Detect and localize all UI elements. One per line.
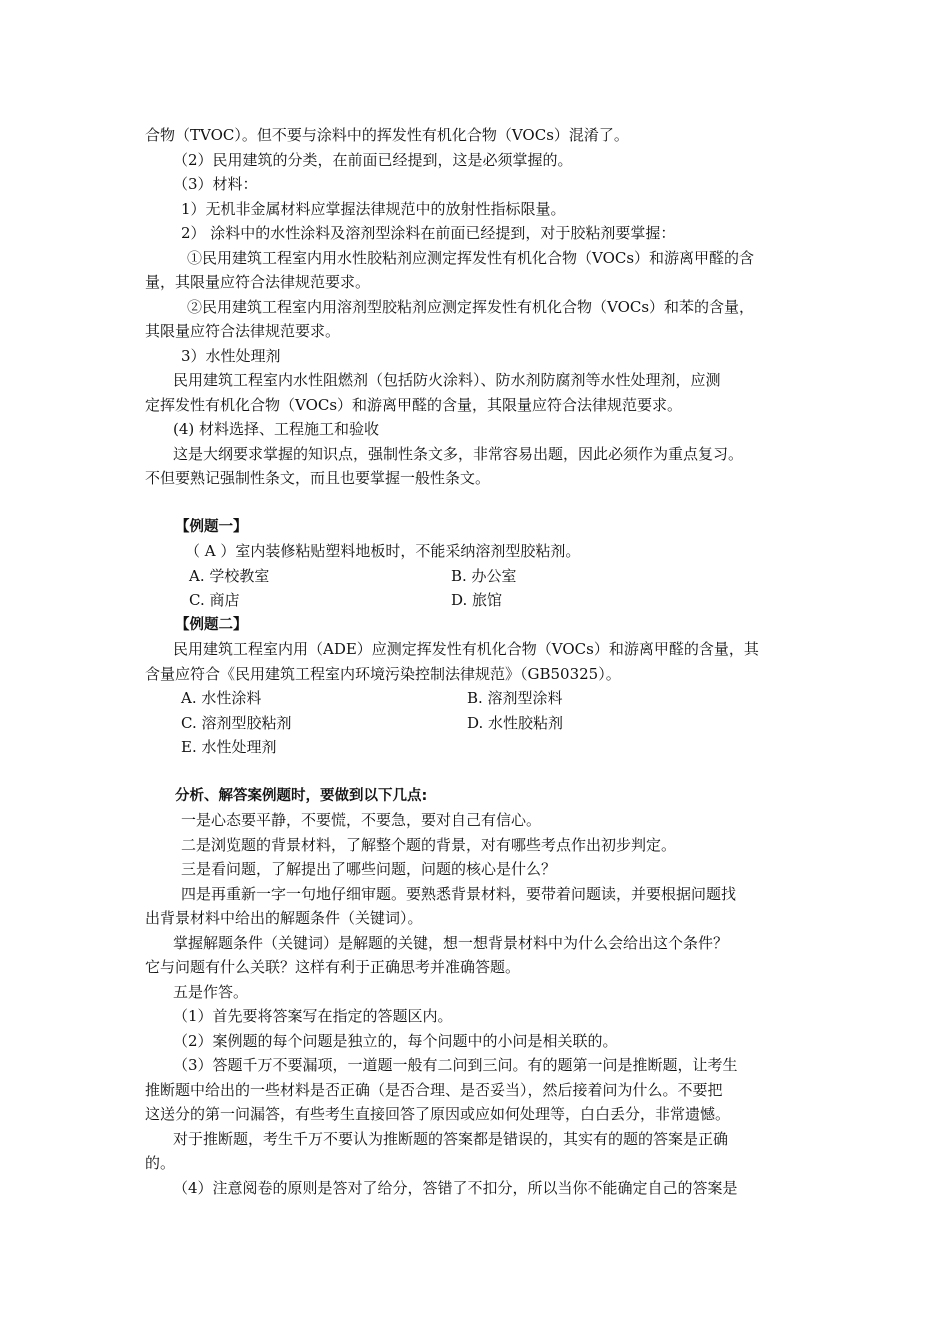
example-heading: 【例题一】 bbox=[175, 518, 248, 535]
paragraph: 3）水性处理剂 bbox=[181, 346, 281, 365]
paragraph: 的。 bbox=[145, 1154, 176, 1172]
paragraph: 一是心态要平静，不要慌，不要急，要对自己有信心。 bbox=[181, 811, 542, 829]
paragraph: （4）注意阅卷的原则是答对了给分，答错了不扣分，所以当你不能确定自己的答案是 bbox=[173, 1178, 738, 1197]
paragraph: 合物（TVOC）。但不要与涂料中的挥发性有机化合物（VOCs）混淆了。 bbox=[145, 126, 629, 144]
paragraph: （3）材料： bbox=[173, 175, 258, 193]
paragraph: (4) 材料选择、工程施工和验收 bbox=[173, 420, 380, 438]
paragraph: 推断题中给出的一些材料是否正确（是否合理、是否妥当），然后接着问为什么。不要把 bbox=[145, 1080, 723, 1099]
section-heading: 分析、解答案例题时，要做到以下几点: bbox=[175, 787, 428, 804]
paragraph: 这是大纲要求掌握的知识点，强制性条文多，非常容易出题，因此必须作为重点复习。 bbox=[173, 444, 744, 463]
paragraph: 2） 涂料中的水性涂料及溶剂型涂料在前面已经提到，对于胶粘剂要掌握： bbox=[181, 224, 676, 242]
option-row bbox=[145, 564, 813, 589]
paragraph: ②民用建筑工程室内用溶剂型胶粘剂应测定挥发性有机化合物（VOCs）和苯的含量， bbox=[187, 297, 755, 316]
example-question: 含量应符合《民用建筑工程室内环境污染控制法律规范》（GB50325）。 bbox=[145, 664, 621, 683]
paragraph: 民用建筑工程室内水性阻燃剂（包括防火涂料）、防水剂防腐剂等水性处理剂，应测 bbox=[173, 371, 721, 389]
paragraph: 量，其限量应符合法律规范要求。 bbox=[145, 273, 371, 291]
option-row bbox=[145, 735, 813, 760]
paragraph: ①民用建筑工程室内用水性胶粘剂应测定挥发性有机化合物（VOCs）和游离甲醛的含 bbox=[187, 248, 755, 267]
paragraph: 其限量应符合法律规范要求。 bbox=[145, 322, 341, 340]
example-heading: 【例题二】 bbox=[175, 616, 248, 633]
option: C. 商店 bbox=[189, 591, 240, 609]
paragraph: 三是看问题，了解提出了哪些问题，问题的核心是什么？ bbox=[181, 860, 557, 878]
spacer bbox=[145, 760, 813, 784]
paragraph: （2）民用建筑的分类，在前面已经提到，这是必须掌握的。 bbox=[173, 150, 573, 169]
option-row bbox=[145, 588, 813, 613]
option: A. 水性涂料 bbox=[181, 689, 262, 707]
option: B. 办公室 bbox=[451, 566, 517, 585]
paragraph: 五是作答。 bbox=[173, 982, 249, 1001]
option: C. 溶剂型胶粘剂 bbox=[181, 713, 292, 732]
paragraph: （1）首先要将答案写在指定的答题区内。 bbox=[173, 1007, 453, 1025]
option: B. 溶剂型涂料 bbox=[467, 689, 563, 707]
paragraph: 二是浏览题的背景材料，了解整个题的背景，对有哪些考点作出初步判定。 bbox=[181, 835, 677, 854]
paragraph: （2）案例题的每个问题是独立的，每个问题中的小问是相关联的。 bbox=[173, 1031, 618, 1050]
option: D. 旅馆 bbox=[451, 591, 503, 609]
document-body bbox=[145, 123, 813, 1200]
paragraph: 掌握解题条件（关键词）是解题的关键，想一想背景材料中为什么会给出这个条件？ bbox=[173, 933, 729, 952]
paragraph: 出背景材料中给出的解题条件（关键词）。 bbox=[145, 909, 423, 927]
paragraph: 定挥发性有机化合物（VOCs）和游离甲醛的含量，其限量应符合法律规范要求。 bbox=[145, 395, 683, 414]
option-row bbox=[145, 686, 813, 711]
example-question: 民用建筑工程室内用（ADE）应测定挥发性有机化合物（VOCs）和游离甲醛的含量，其 bbox=[173, 640, 759, 658]
spacer bbox=[145, 491, 813, 515]
paragraph: 1）无机非金属材料应掌握法律规范中的放射性指标限量。 bbox=[181, 199, 566, 218]
paragraph: 它与问题有什么关联？这样有利于正确思考并准确答题。 bbox=[145, 958, 521, 976]
paragraph: 对于推断题，考生千万不要认为推断题的答案都是错误的，其实有的题的答案是正确 bbox=[173, 1129, 729, 1148]
paragraph: （3）答题千万不要漏项，一道题一般有二问到三问。有的题第一问是推断题，让考生 bbox=[173, 1056, 738, 1074]
option: E. 水性处理剂 bbox=[181, 738, 277, 756]
paragraph: 这送分的第一问漏答，有些考生直接回答了原因或应如何处理等，白白丢分，非常遗憾。 bbox=[145, 1105, 731, 1123]
option: D. 水性胶粘剂 bbox=[467, 713, 564, 732]
example-question: （ A ）室内装修粘贴塑料地板时，不能采纳溶剂型胶粘剂。 bbox=[185, 542, 581, 560]
option: A. 学校教室 bbox=[189, 566, 270, 585]
paragraph: 四是再重新一字一句地仔细审题。要熟悉背景材料，要带着问题读，并要根据问题找 bbox=[181, 884, 737, 903]
option-row bbox=[145, 711, 813, 736]
paragraph: 不但要熟记强制性条文，而且也要掌握一般性条文。 bbox=[145, 469, 491, 487]
